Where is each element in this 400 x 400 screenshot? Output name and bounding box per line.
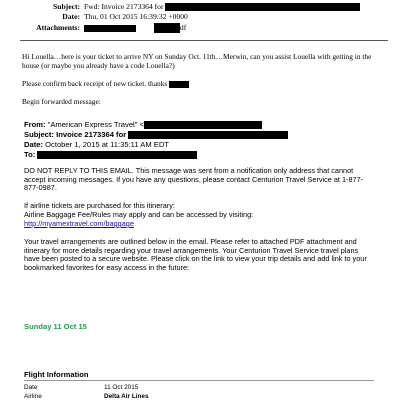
subject-value: Fwd: Invoice 2173364 for	[84, 2, 164, 11]
confirm-text: Please confirm back receipt of new ticket. thanks	[22, 79, 168, 88]
redaction-block	[128, 131, 288, 139]
redaction-block	[154, 23, 180, 33]
baggage-link-row	[24, 220, 374, 229]
confirm-paragraph	[22, 79, 388, 88]
fwd-to-label: To:	[24, 150, 36, 159]
flight-info-title: Flight Information	[24, 370, 89, 379]
fwd-subject-value: Invoice 2173364 for	[56, 130, 127, 139]
baggage-link[interactable]: http://myamextravel.com/baggage	[24, 219, 134, 228]
fwd-date-value: October 1, 2015 at 11:35:11 AM EDT	[45, 140, 169, 149]
flight-row-value: 11 Oct 2015	[104, 384, 139, 391]
flight-row-key: Airline	[24, 393, 42, 400]
date-label: Date:	[62, 12, 80, 21]
redaction-block	[37, 151, 197, 159]
itinerary-day-heading: Sunday 11 Oct 15	[24, 322, 87, 331]
redaction-block	[165, 3, 360, 11]
flight-row-value: Delta Air Lines	[104, 393, 149, 400]
subject-label: Subject:	[53, 2, 80, 11]
flight-row-key: Date	[24, 384, 38, 391]
redaction-block	[144, 121, 262, 129]
date-value: Thu, 01 Oct 2015 16:39:32 +0000	[84, 12, 188, 21]
fwd-to-row	[24, 150, 197, 160]
fwd-from-value: "American Express Travel" <	[47, 120, 144, 129]
attachments-label: Attachments:	[36, 23, 80, 32]
fwd-subject-row	[24, 130, 288, 140]
fwd-date-row	[24, 140, 169, 150]
redaction-block	[84, 25, 136, 32]
flight-info-divider	[24, 380, 374, 381]
attachment-suffix[interactable]: df	[179, 23, 187, 32]
baggage-line-1: If airline tickets are purchased for this itinerary:	[24, 201, 175, 210]
no-reply-notice: DO NOT REPLY TO THIS EMAIL. This message was sent from a notification only address that cannot accept incoming messages. If you have any questions, please contact Centurion Travel Service at 1-877-877-0987.	[24, 166, 364, 193]
fwd-from-row	[24, 120, 262, 130]
arrangements-paragraph: Your travel arrangements are outlined below in the email. Please refer to attached PDF attachment and itinerary for more details regarding your travel arrangements. Your Centurion Travel Service travel plans have been posted to a secure website. Please click on the link to view your trip details and add link to your bookmarked favorites for easy access in the future:	[24, 237, 367, 272]
fwd-subject-label: Subject:	[24, 130, 54, 139]
baggage-line-2: Airline Baggage Fee/Rules may apply and can be accessed by visiting:	[24, 210, 254, 219]
forwarded-label: Begin forwarded message:	[22, 97, 101, 106]
header-divider	[20, 40, 388, 41]
fwd-from-label: From:	[24, 120, 46, 129]
redaction-block	[169, 81, 189, 88]
greeting-paragraph: Hi Louella…here is your ticket to arrive NY on Sunday Oct. 11th…Merwin, can you assist Louella with getting in the house (or maybe you already have a code Louella?)	[22, 52, 372, 70]
fwd-date-label: Date:	[24, 140, 43, 149]
